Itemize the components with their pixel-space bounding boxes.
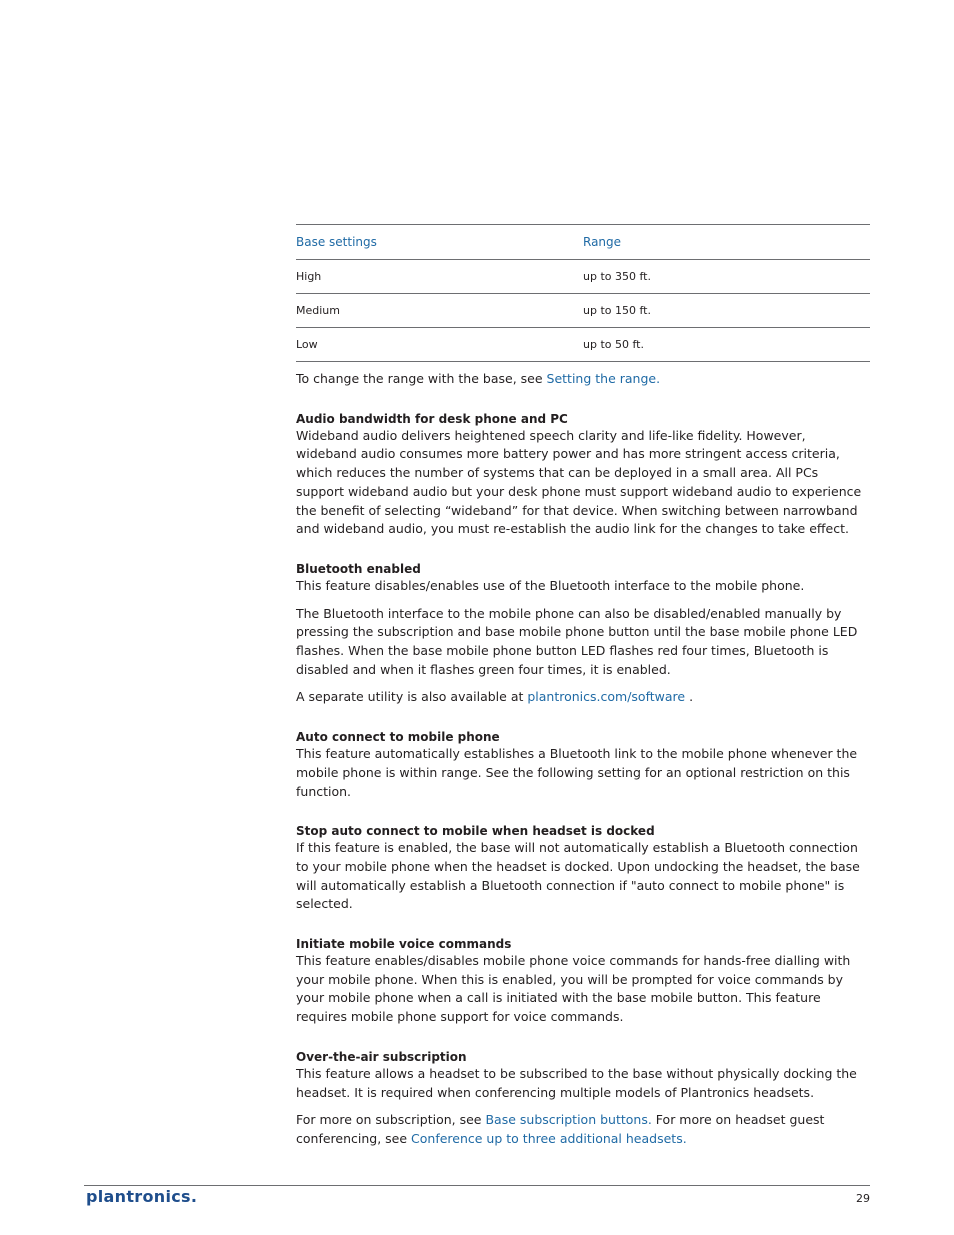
section-heading: Initiate mobile voice commands — [296, 937, 512, 952]
section-body: The Bluetooth interface to the mobile phone can also be disabled/enabled manually by pressing the subscription and base mobile phone button until the base mobile phone LED flashes. When the base mobile phone button LED flashes red four times, Bluetooth is disabled and when it flashes green four times, it is enabled. — [296, 605, 858, 677]
section-heading: Over-the-air subscription — [296, 1049, 467, 1064]
column-header-range: Range — [583, 235, 622, 249]
subscription-text: For more on subscription, see — [296, 1112, 486, 1128]
table-row — [296, 260, 870, 294]
setting-the-range-link[interactable]: Setting the range. — [546, 371, 661, 386]
section-body: Wideband audio delivers heightened speech clarity and life-like fidelity. However, wideband audio consumes more battery power and has more stringent access criteria, which reduces the number of systems that can be deployed in a small area. All PCs support wideband audio but your desk phone must support wideband audio to experience the benefit of selecting “wideband” for that device. When switching between narrowband and wideband audio, you must re-establish the audio link for the changes to take effect. — [296, 427, 862, 537]
base-subscription-buttons-link[interactable]: Base subscription buttons. — [485, 1112, 652, 1128]
section-auto-connect — [296, 729, 870, 801]
table-cell-setting: High — [296, 270, 322, 283]
footer-divider — [84, 1185, 870, 1186]
table-row — [296, 294, 870, 328]
plantronics-software-link[interactable]: plantronics.com/software — [527, 689, 686, 705]
section-body: This feature automatically establishes a Bluetooth link to the mobile phone whenever the mobile phone is within range. See the following setting for an optional restriction on this function. — [296, 746, 858, 799]
section-bluetooth-enabled — [296, 561, 870, 707]
section-voice-commands — [296, 936, 870, 1027]
section-over-the-air — [296, 1049, 870, 1149]
table-cell-setting: Low — [296, 338, 318, 351]
utility-end: . — [685, 689, 694, 705]
section-body — [296, 688, 870, 707]
table-cell-range: up to 50 ft. — [583, 338, 644, 351]
section-heading: Stop auto connect to mobile when headset is docked — [296, 824, 655, 839]
intro-text: To change the range with the base, see — [296, 371, 547, 386]
section-body: If this feature is enabled, the base will not automatically establish a Bluetooth connection to your mobile phone when the headset is docked. Upon undocking the headset, the base will automatically establish a Bluetooth connection if "auto connect to mobile phone" is selected. — [296, 840, 860, 912]
range-intro — [296, 370, 870, 389]
conferencing-text: For more on headset guest conferencing, see — [296, 1112, 825, 1146]
section-heading: Auto connect to mobile phone — [296, 730, 500, 745]
section-heading: Bluetooth enabled — [296, 561, 421, 576]
section-stop-auto-connect — [296, 823, 870, 914]
section-body — [296, 1111, 870, 1148]
plantronics-logo: plantronics. — [86, 1187, 198, 1206]
table-row — [296, 328, 870, 362]
page-number: 29 — [856, 1192, 870, 1205]
section-body: This feature disables/enables use of the Bluetooth interface to the mobile phone. — [296, 577, 805, 593]
table-header-row — [296, 225, 870, 260]
section-body: This feature enables/disables mobile phone voice commands for hands-free dialling with your mobile phone. When this is enabled, you will be prompted for voice commands by your mobile phone when a call is initiated with the base mobile button. This feature requires mobile phone support for voice commands. — [296, 953, 851, 1025]
utility-text: A separate utility is also available at — [296, 689, 528, 705]
conference-headsets-link[interactable]: Conference up to three additional headsets. — [411, 1130, 687, 1146]
section-body: This feature allows a headset to be subscribed to the base without physically docking the headset. It is required when conferencing multiple models of Plantronics headsets. — [296, 1065, 857, 1100]
column-header-base-settings: Base settings — [296, 235, 377, 249]
page-content — [296, 224, 870, 1149]
table-cell-range: up to 150 ft. — [583, 304, 651, 317]
table-cell-range: up to 350 ft. — [583, 270, 651, 283]
range-table — [296, 224, 870, 362]
table-cell-setting: Medium — [296, 304, 340, 317]
section-heading: Audio bandwidth for desk phone and PC — [296, 411, 568, 426]
section-audio-bandwidth — [296, 411, 870, 539]
